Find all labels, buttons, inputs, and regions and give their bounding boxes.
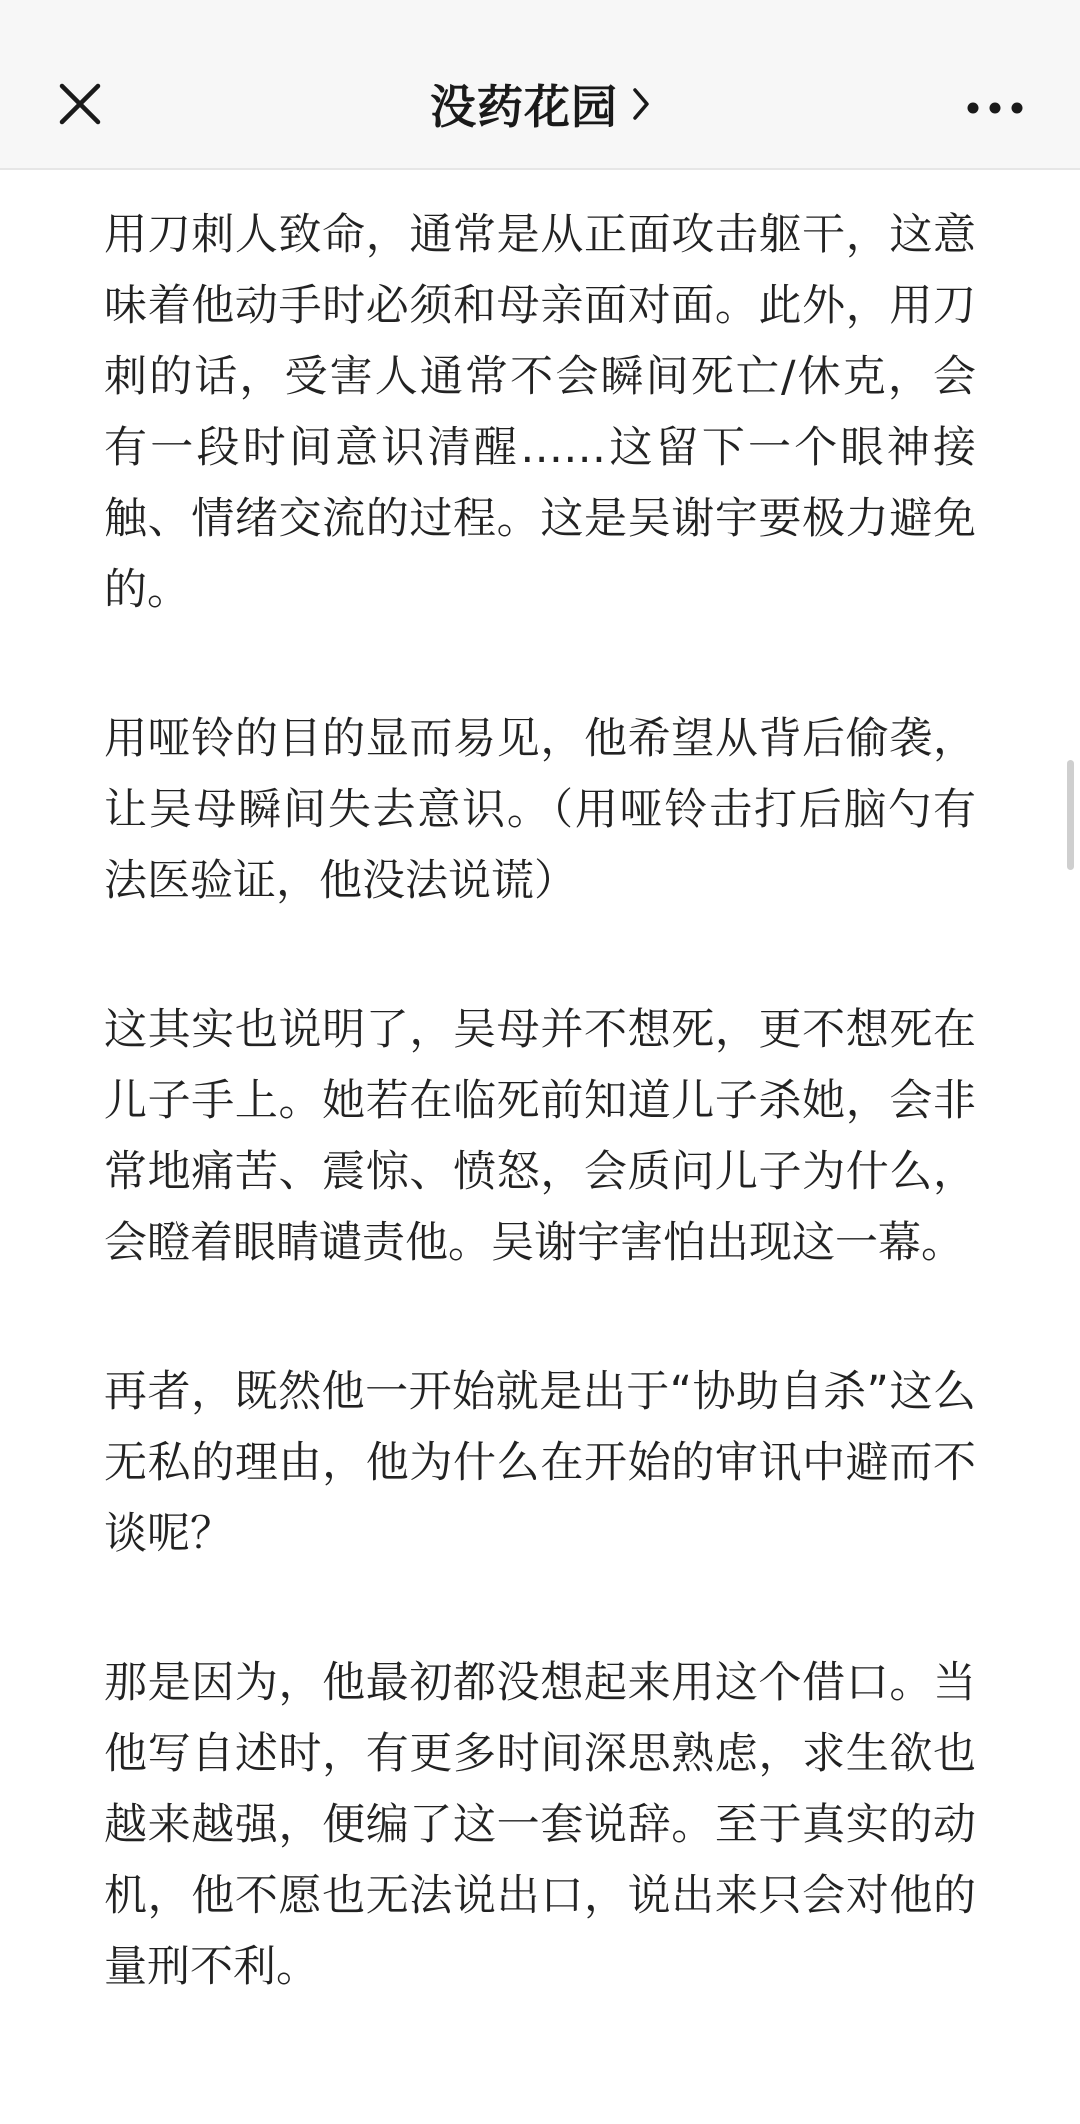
top-nav-bar [0, 0, 1080, 170]
more-options-button[interactable] [965, 88, 1025, 128]
article-paragraph: 再者，既然他一开始就是出于“协助自杀”这么无私的理由，他为什么在开始的审讯中避而不谈呢？ [104, 1367, 976, 1559]
account-title-link[interactable] [0, 76, 1080, 132]
scrollbar-thumb[interactable] [1067, 760, 1074, 870]
chevron-right-icon [632, 87, 650, 121]
article-paragraph: 用哑铃的目的显而易见，他希望从背后偷袭，让吴母瞬间失去意识。（用哑铃击打后脑勺有法医验证，他没法说谎） [104, 714, 976, 906]
article-paragraph: 这其实也说明了，吴母并不想死，更不想死在儿子手上。她若在临死前知道儿子杀她，会非常地痛苦、震惊、愤怒，会质问儿子为什么，会瞪着眼睛谴责他。吴谢宇害怕出现这一幕。 [104, 1005, 976, 1268]
article-body [104, 200, 976, 2081]
article-paragraph: 那是因为，他最初都没想起来用这个借口。当他写自述时，有更多时间深思熟虑，求生欲也越来越强，便编了这一套说辞。至于真实的动机，他不愿也无法说出口，说出来只会对他的量刑不利。 [104, 1658, 976, 1992]
more-horizontal-icon [965, 88, 1025, 128]
page-title: 没药花园 [430, 80, 618, 134]
article-paragraph: 用刀刺人致命，通常是从正面攻击躯干，这意味着他动手时必须和母亲面对面。此外，用刀刺的话，受害人通常不会瞬间死亡/休克，会有一段时间意识清醒……这留下一个眼神接触、情绪交流的过程。这是吴谢宇要极力避免的。 [104, 210, 976, 615]
